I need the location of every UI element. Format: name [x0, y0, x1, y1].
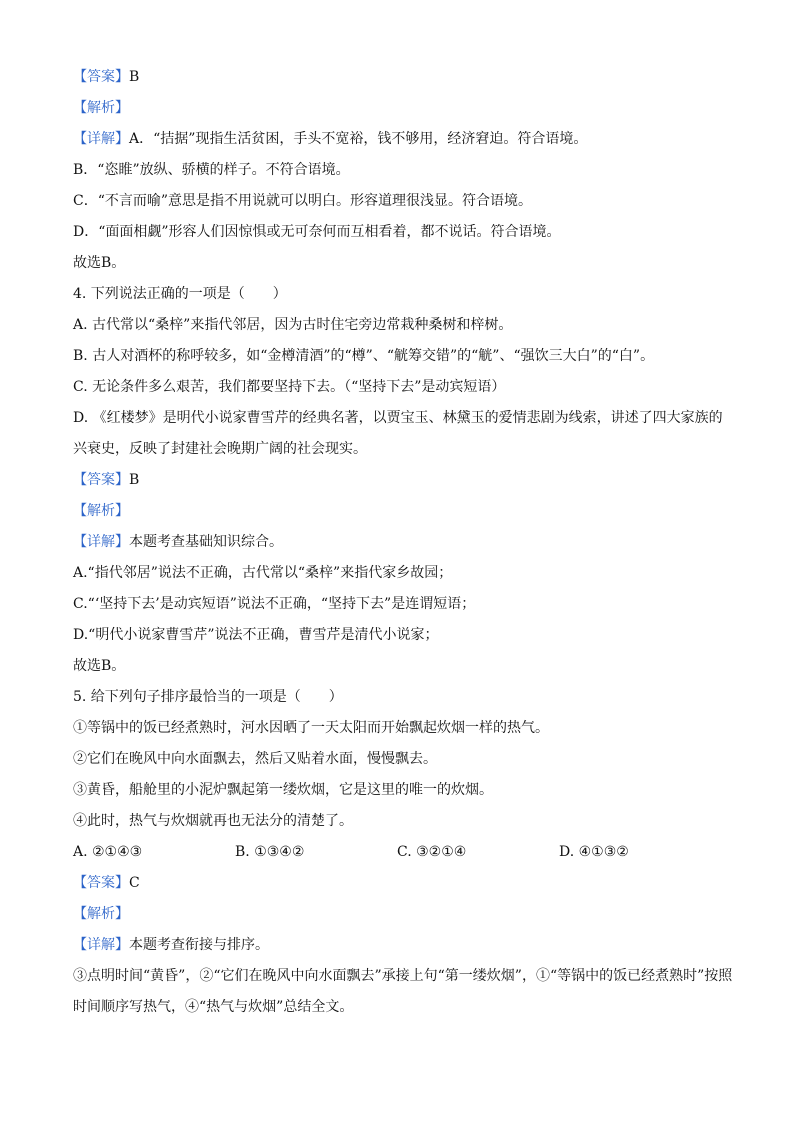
q5-sentence-3: ③黄昏，船舱里的小泥炉飘起第一缕炊烟，它是这里的唯一的炊烟。 [73, 782, 493, 798]
q3-analysis-line [73, 93, 733, 124]
q4-option-c: C. 无论条件多么艰苦，我们都要坚持下去。（“坚持下去”是动宾短语） [73, 379, 506, 395]
answer-value: C [129, 875, 140, 891]
answer-value: B [129, 472, 140, 488]
q4-detail-line [73, 527, 733, 558]
detail-label: 【详解】 [73, 534, 129, 550]
document-page [73, 62, 733, 1023]
q5-answer-line [73, 868, 733, 899]
q3-conclusion: 故选B。 [73, 255, 126, 271]
q3-explain-d: D．“面面相觑”形容人们因惊惧或无可奈何而互相看着，都不说话。符合语境。 [73, 224, 561, 240]
q4-option-d: D. 《红楼梦》是明代小说家曹雪芹的经典名著，以贾宝玉、林黛玉的爱情悲剧为线索，讲述了四大家族的兴衰史，反映了封建社会晚期广阔的社会现实。 [73, 410, 723, 457]
detail-text: 本题考查基础知识综合。 [129, 534, 283, 550]
q4-explain-a: A.“指代邻居”说法不正确，古代常以“桑梓”来指代家乡故园； [73, 565, 453, 581]
q4-answer-line [73, 465, 733, 496]
q5-analysis-line [73, 899, 733, 930]
q4-analysis-line [73, 496, 733, 527]
analysis-label: 【解析】 [73, 503, 129, 519]
q5-stem: 5. 给下列句子排序最恰当的一项是（ ） [73, 689, 343, 705]
answer-label: 【答案】 [73, 69, 129, 85]
q3-explain-b: B．“恣睢”放纵、骄横的样子。不符合语境。 [73, 162, 350, 178]
q5-choice-d: D. ④①③② [559, 844, 629, 860]
q4-stem: 4. 下列说法正确的一项是（ ） [73, 286, 287, 302]
q4-option-a: A. 古代常以“桑梓”来指代邻居，因为古时住宅旁边常栽种桑树和梓树。 [73, 317, 513, 333]
q5-choices [73, 837, 733, 868]
q5-choice-c: C. ③②①④ [397, 844, 467, 860]
q5-detail-line [73, 930, 733, 961]
answer-label: 【答案】 [73, 472, 129, 488]
q3-detail-line [73, 124, 733, 155]
q4-conclusion: 故选B。 [73, 658, 126, 674]
q4-explain-d: D.“明代小说家曹雪芹”说法不正确，曹雪芹是清代小说家； [73, 627, 439, 643]
answer-value: B [129, 69, 140, 85]
q3-answer-line [73, 62, 733, 93]
q5-choice-b: B. ①③④② [235, 844, 305, 860]
q4-option-b: B. 古人对酒杯的称呼较多，如“金樽清酒”的“樽”、“觥筹交错”的“觥”、“强饮三大白”的“白”。 [73, 348, 655, 364]
q4-explain-c: C.“‘坚持下去’是动宾短语”说法不正确，“坚持下去”是连谓短语； [73, 596, 476, 612]
detail-label: 【详解】 [73, 937, 129, 953]
analysis-label: 【解析】 [73, 100, 129, 116]
q5-sentence-2: ②它们在晚风中向水面飘去，然后又贴着水面，慢慢飘去。 [73, 751, 437, 767]
answer-label: 【答案】 [73, 875, 129, 891]
q5-sentence-4: ④此时，热气与炊烟就再也无法分的清楚了。 [73, 813, 353, 829]
detail-label: 【详解】 [73, 131, 129, 147]
q3-explain-c: C．“不言而喻”意思是指不用说就可以明白。形容道理很浅显。符合语境。 [73, 193, 533, 209]
detail-text: 本题考查衔接与排序。 [129, 937, 269, 953]
analysis-label: 【解析】 [73, 906, 129, 922]
detail-text: A．“拮据”现指生活贫困，手头不宽裕，钱不够用，经济窘迫。符合语境。 [129, 131, 588, 147]
q5-sentence-1: ①等锅中的饭已经煮熟时，河水因晒了一天太阳而开始飘起炊烟一样的热气。 [73, 720, 549, 736]
q5-choice-a: A. ②①④③ [73, 844, 143, 860]
q5-explanation: ③点明时间“黄昏”，②“它们在晚风中向水面飘去”承接上句“第一缕炊烟”，①“等锅中的饭已经煮熟时”按照时间顺序写热气，④“热气与炊烟”总结全文。 [73, 968, 733, 1015]
